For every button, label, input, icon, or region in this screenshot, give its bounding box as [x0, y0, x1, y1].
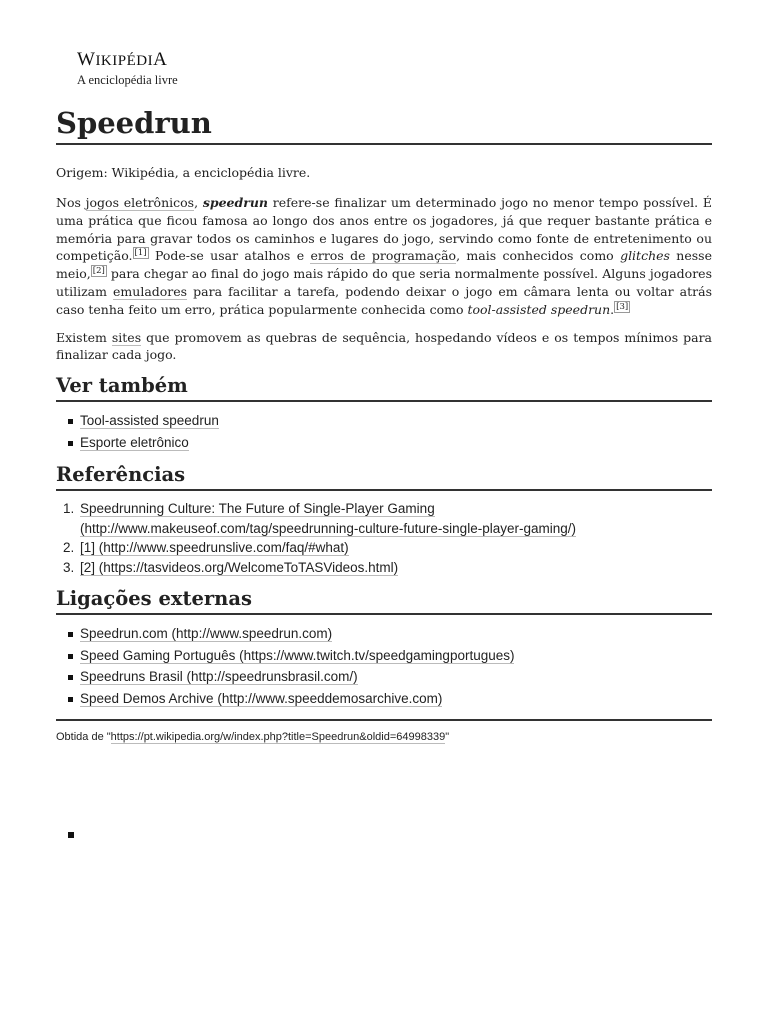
article-content [56, 164, 712, 745]
list-item [68, 410, 712, 432]
link-esporte-eletronico[interactable]: Esporte eletrônico [80, 434, 189, 450]
external-link-speedrun-com[interactable]: Speedrun.com (http://www.speedrun.com) [80, 626, 333, 642]
page-title: Speedrun [56, 104, 712, 145]
reference-item [78, 538, 712, 558]
retrieved-from: Obtida de "https://pt.wikipedia.org/w/index.php?title=Speedrun&oldid=64998339" [56, 731, 450, 744]
link-sites[interactable]: sites [111, 329, 142, 345]
heading-ver-tambem: Ver também [56, 374, 712, 402]
heading-ligacoes-externas: Ligações externas [56, 587, 712, 615]
retrieved-from-link[interactable]: https://pt.wikipedia.org/w/index.php?title=Speedrun&oldid=64998339 [110, 731, 446, 744]
logo-wordmark: WIKIPÉDIA [77, 49, 168, 70]
external-links-list [56, 623, 712, 709]
reference-link-3[interactable]: [2] (https://tasvideos.org/WelcomeToTASVideos.html) [80, 559, 399, 575]
list-item [68, 432, 712, 454]
link-jogos-eletronicos[interactable]: jogos eletrônicos [85, 195, 195, 210]
intro-paragraph: Nos jogos eletrônicos, speedrun refere-se finalizar um determinado jogo no menor tempo possível. É uma prática que ficou famosa ao longo dos anos entre os jogadores, já que requer bastante prática e memória para gravar todos os caminhos e lugares do jogo, servindo como fonte de entretenimento ou competição. [1] Pode-se usar atalhos e erros de programação, mais conhecidos como glitches nesse meio, [2] para chegar ao final do jogo mais rápido do que seria normalmente possível. Alguns jogadores utilizam emuladores para facilitar a tarefa, podendo deixar o jogo em câmara lenta ou voltar atrás caso tenha feito um erro, prática popularmente conhecida como tool-assisted speedrun. [3] [56, 195, 712, 317]
ver-tambem-list [56, 410, 712, 453]
reference-link-2[interactable]: [1] (http://www.speedrunslive.com/faq/#what) [80, 540, 349, 556]
logo-tagline: A enciclopédia livre [77, 73, 178, 87]
list-item [68, 666, 712, 688]
footer-divider [56, 719, 712, 721]
link-tool-assisted-speedrun[interactable]: Tool-assisted speedrun [80, 413, 219, 429]
reference-item [78, 499, 712, 538]
reference-link-1[interactable]: Speedrunning Culture: The Future of Single-Player Gaming (http://www.makeuseof.com/tag/speedrunning-culture-future-single-player-gaming/) [80, 501, 576, 536]
ref-link-2[interactable]: [2] [92, 266, 105, 277]
second-paragraph: Existem sites que promovem as quebras de sequência, hospedando vídeos e os tempos mínimos para finalizar cada jogo. [56, 329, 713, 363]
external-link-speed-demos-archive[interactable]: Speed Demos Archive (http://www.speeddemosarchive.com) [80, 690, 443, 706]
heading-referencias: Referências [56, 463, 712, 491]
empty-list-bullet [68, 832, 74, 838]
ref-link-3[interactable]: [3] [616, 301, 629, 312]
link-erros-de-programacao[interactable]: erros de programação [310, 248, 457, 264]
references-list [56, 499, 712, 577]
list-item [68, 623, 712, 645]
link-emuladores[interactable]: emuladores [113, 283, 188, 299]
external-link-speedruns-brasil[interactable]: Speedruns Brasil (http://speedrunsbrasil.com/) [80, 669, 358, 685]
external-link-speed-gaming[interactable]: Speed Gaming Português (https://www.twitch.tv/speedgamingportugues) [80, 647, 515, 663]
ref-link-1[interactable]: [1] [134, 248, 147, 259]
reference-item [78, 558, 712, 578]
origin-line: Origem: Wikipédia, a enciclopédia livre. [56, 165, 311, 180]
list-item [68, 645, 712, 667]
list-item [68, 688, 712, 710]
wikipedia-logo[interactable] [77, 50, 178, 88]
